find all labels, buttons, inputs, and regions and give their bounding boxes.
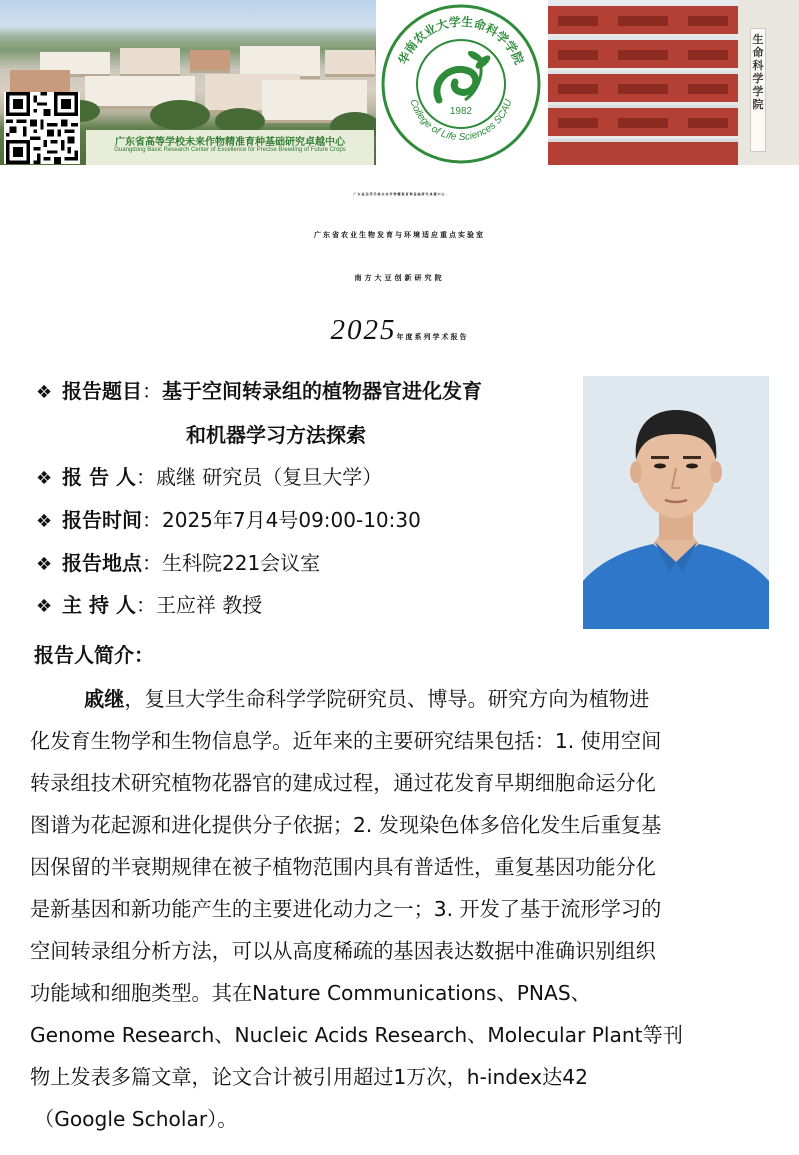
bio-line: 化发育生物学和生物信息学。近年来的主要研究结果包括：1. 使用空间 [30,729,662,753]
bio-line: 功能域和细胞类型。其在Nature Communications、PNAS、 [30,981,591,1005]
building-sign-text: 生 命 科 学 学 院 [752,33,764,111]
info-speaker [36,461,382,490]
title-line-4-text: 年度系列学术报告 [396,332,469,341]
qr-code[interactable] [4,92,80,164]
bio-heading: 报告人简介： [34,643,154,667]
separator: ： [142,379,162,403]
info-topic-line2 [186,419,366,448]
center-caption-subtitle: Guangdong Basic Research Center of Excellence for Precise Breeding of Future Crops [114,147,346,153]
diamond-bullet-icon: ❖ [36,382,53,403]
svg-text:1982: 1982 [449,106,473,117]
topic-value-line2: 和机器学习方法探索 [186,423,366,447]
title-line-4 [0,314,799,347]
time-label: 报告时间 [62,508,142,532]
bio-line: Genome Research、Nucleic Acids Research、Molecular Plant等刊 [30,1023,683,1047]
college-logo [381,4,541,164]
bio-line-1-text: ，复旦大学生命科学学院研究员、博导。研究方向为植物进 [124,687,650,711]
info-place [36,547,320,576]
host-value: 王应祥 教授 [155,593,263,617]
speaker-label: 报 告 人 [62,465,136,489]
building-photo [548,0,799,165]
title-year: 2025 [330,314,397,346]
bio-line: 物上发表多篇文章，论文合计被引用超过1万次，h-index达42 [30,1065,588,1089]
title-line-2: 广东省农业生物发育与环境适应重点实验室 [314,230,485,239]
time-value: 2025年7月4号09:00-10:30 [162,508,421,532]
separator: ： [135,593,156,617]
bio-line: 转录组技术研究植物花器官的建成过程，通过花发育早期细胞命运分化 [30,771,656,795]
speaker-value: 戚继 研究员（复旦大学） [155,465,383,489]
bio-name: 戚继 [84,687,125,711]
center-caption-box [86,130,374,165]
building-sign [750,28,766,152]
host-label: 主 持 人 [62,593,136,617]
diamond-bullet-icon: ❖ [36,468,53,489]
title-line-3: 南方大豆创新研究院 [354,273,445,282]
info-topic [36,375,482,404]
bio-line: 因保留的半衰期规律在被子植物范围内具有普适性，重复基因功能分化 [30,855,656,879]
place-value: 生科院221会议室 [162,551,321,575]
bio-line: 图谱为花起源和进化提供分子依据；2. 发现染色体多倍化发生后重复基 [30,813,662,837]
info-time [36,504,421,533]
topic-value-line1: 基于空间转录组的植物器官进化发育 [162,379,482,403]
speaker-photo [583,376,769,629]
bio-line: （Google Scholar）。 [34,1107,238,1131]
bio-line: 是新基因和新功能产生的主要进化动力之一；3. 开发了基于流形学习的 [30,897,662,921]
center-caption-title: 广东省高等学校未来作物精准育种基础研究卓越中心 [115,137,345,148]
separator: ： [142,508,162,532]
bio-line-1 [84,683,799,712]
separator: ： [142,551,162,575]
svg-text:华南农业大学生命科学学院: 华南农业大学生命科学学院 [395,14,527,67]
title-line-1: 广东省高等学校未来作物精准育种基础研究卓越中心 [353,192,446,196]
topic-label: 报告题目 [62,379,142,403]
diamond-bullet-icon: ❖ [36,511,53,532]
diamond-bullet-icon: ❖ [36,554,53,575]
place-label: 报告地点 [62,551,142,575]
info-host [36,589,262,618]
campus-photo [0,0,376,165]
separator: ： [135,465,156,489]
diamond-bullet-icon: ❖ [36,596,53,617]
svg-text:College of Life Sciences SCAU: College of Life Sciences SCAU [407,98,515,144]
bio-line: 空间转录组分析方法，可以从高度稀疏的基因表达数据中准确识别组织 [30,939,656,963]
